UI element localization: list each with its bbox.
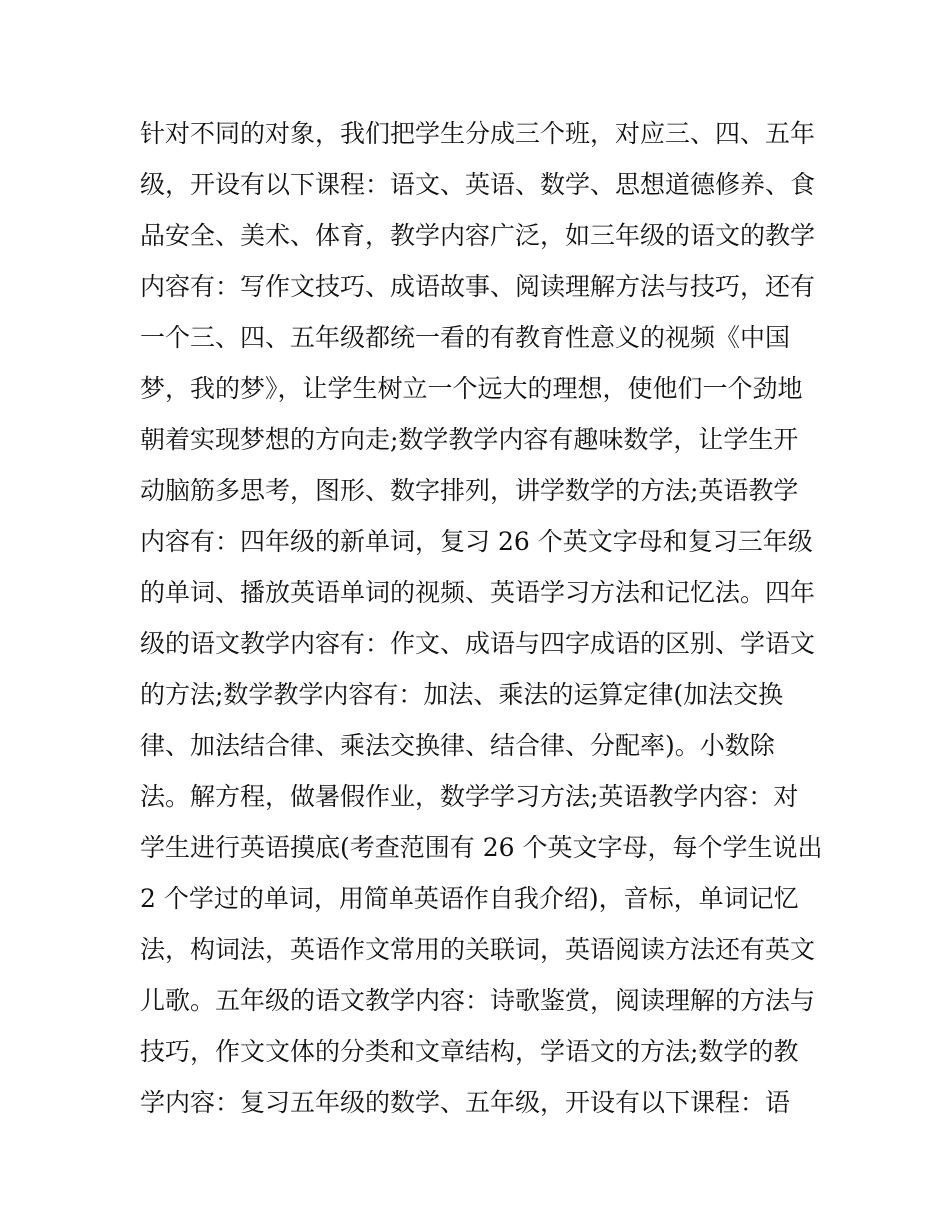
- paragraph-line-13: 律、加法结合律、乘法交换律、结合律、分配率)。小数除: [140, 731, 775, 760]
- paragraph-line-18: 儿歌。五年级的语文教学内容：诗歌鉴赏，阅读理解的方法与: [140, 986, 816, 1015]
- paragraph-line-3: 品安全、美术、体育，教学内容广泛，如三年级的语文的教学: [140, 221, 816, 250]
- paragraph-line-11: 级的语文教学内容有：作文、成语与四字成语的区别、学语文: [140, 629, 816, 658]
- paragraph-line-6: 梦，我的梦》，让学生树立一个远大的理想，使他们一个劲地: [140, 374, 803, 403]
- paragraph-line-14: 法。解方程，做暑假作业，数学学习方法;英语教学内容：对: [140, 782, 799, 811]
- paragraph-line-15: 学生进行英语摸底(考查范围有 26 个英文字母，每个学生说出: [140, 833, 823, 862]
- paragraph-line-10: 的单词、播放英语单词的视频、英语学习方法和记忆法。四年: [140, 578, 816, 607]
- paragraph-line-16: 2 个学过的单词，用简单英语作自我介绍)，音标，单词记忆: [140, 884, 799, 913]
- body-paragraph: [140, 108, 830, 1128]
- paragraph-line-9: 内容有：四年级的新单词，复习 26 个英文字母和复习三年级: [140, 527, 813, 556]
- paragraph-line-19: 技巧，作文文体的分类和文章结构，学语文的方法;数学的教: [140, 1037, 799, 1066]
- paragraph-line-20: 学内容：复习五年级的数学、五年级，开设有以下课程：语: [140, 1088, 791, 1117]
- paragraph-line-1: 针对不同的对象，我们把学生分成三个班，对应三、四、五年: [140, 119, 816, 148]
- paragraph-line-5: 一个三、四、五年级都统一看的有教育性意义的视频《中国: [140, 323, 791, 352]
- paragraph-line-2: 级，开设有以下课程：语文、英语、数学、思想道德修养、食: [140, 170, 816, 199]
- paragraph-line-4: 内容有：写作文技巧、成语故事、阅读理解方法与技巧，还有: [140, 272, 816, 301]
- paragraph-line-7: 朝着实现梦想的方向走;数学教学内容有趣味数学，让学生开: [140, 425, 799, 454]
- paragraph-line-8: 动脑筋多思考，图形、数字排列，讲学数学的方法;英语教学: [140, 476, 799, 505]
- paragraph-line-17: 法，构词法，英语作文常用的关联词，英语阅读方法还有英文: [140, 935, 816, 964]
- paragraph-line-12: 的方法;数学教学内容有：加法、乘法的运算定律(加法交换: [140, 680, 784, 709]
